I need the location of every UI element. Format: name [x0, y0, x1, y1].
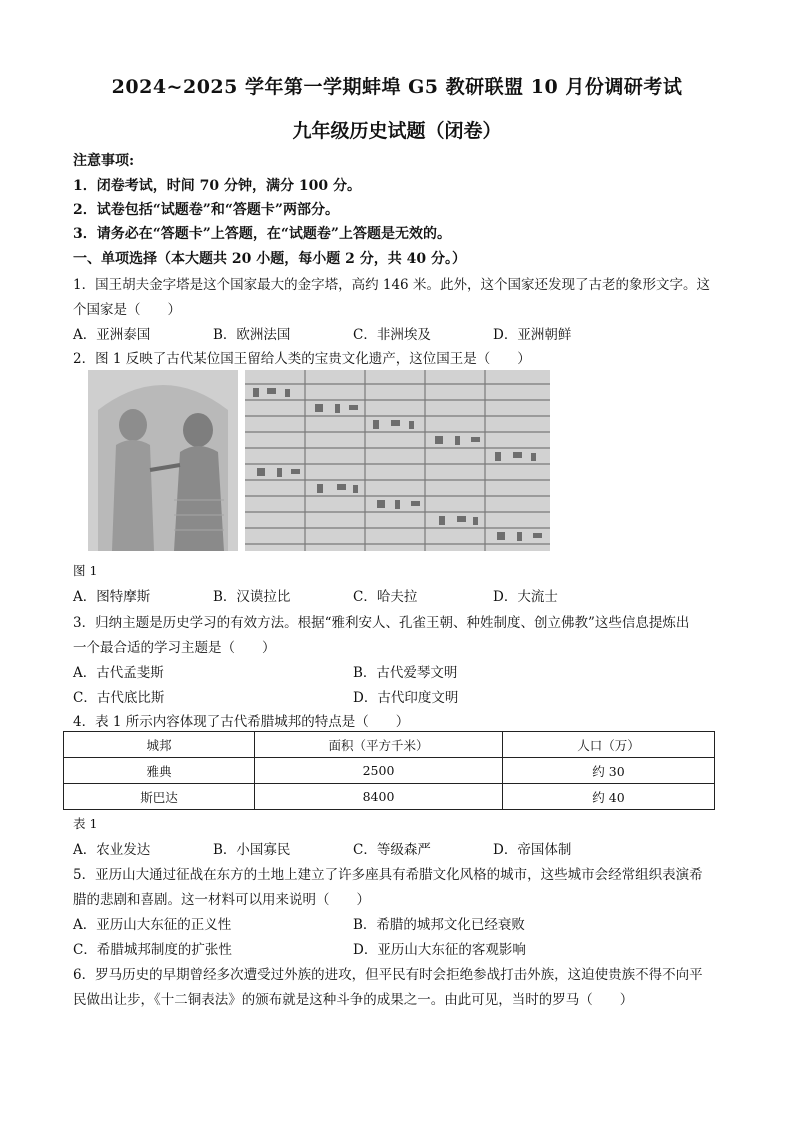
stele-relief-image [88, 370, 238, 551]
question-5-option-b: B．希腊的城邦文化已经衰败 [353, 917, 525, 933]
question-3-option-a: A．古代孟斐斯 [73, 665, 164, 681]
table-row [64, 758, 715, 784]
notice-item: 3．请务必在“答题卡”上答题，在“试题卷”上答题是无效的。 [73, 226, 451, 242]
table-header-row [64, 732, 715, 758]
table-cell: 2500 [255, 758, 503, 784]
table-header-cell: 人口（万） [503, 732, 715, 758]
question-6-line: 民做出让步，《十二铜表法》的颁布就是这种斗争的成果之一。由此可见，当时的罗马（ ） [73, 992, 634, 1008]
notice-item: 2．试卷包括“试题卷”和“答题卡”两部分。 [73, 202, 339, 218]
question-4-line: 4．表 1 所示内容体现了古代希腊城邦的特点是（ ） [73, 714, 410, 730]
question-3-option-d: D．古代印度文明 [353, 690, 459, 706]
section-heading: 一、单项选择（本大题共 20 小题，每小题 2 分，共 40 分。） [73, 251, 466, 267]
question-3-line: 3．归纳主题是历史学习的有效方法。根据“雅利安人、孔雀王朝、种姓制度、创立佛教”这些信息提炼出 [73, 615, 690, 631]
question-2-option-b: B．汉谟拉比 [213, 589, 291, 605]
question-2-option-a: A．图特摩斯 [73, 589, 151, 605]
question-1-option-a: A．亚洲泰国 [73, 327, 151, 343]
question-4-option-c: C．等级森严 [353, 842, 431, 858]
exam-subtitle: 九年级历史试题（闭卷） [292, 120, 502, 142]
question-4-option-a: A．农业发达 [73, 842, 151, 858]
exam-title: 2024~2025 学年第一学期蚌埠 G5 教研联盟 10 月份调研考试 [111, 76, 683, 98]
table-cell: 约 40 [503, 784, 715, 810]
question-6-line: 6．罗马历史的早期曾经多次遭受过外族的进攻，但平民有时会拒绝参战打击外族，这迫使贵族不得不向平 [73, 967, 703, 983]
stele-relief-picture [88, 370, 238, 551]
question-4-option-d: D．帝国体制 [493, 842, 572, 858]
question-2-option-c: C．哈夫拉 [353, 589, 418, 605]
table-cell: 约 30 [503, 758, 715, 784]
question-3-option-b: B．古代爱琴文明 [353, 665, 458, 681]
table-cell: 8400 [255, 784, 503, 810]
table-caption: 表 1 [73, 816, 98, 831]
question-1-line: 1．国王胡夫金字塔是这个国家最大的金字塔，高约 146 米。此外，这个国家还发现了古老的象形文字。这 [73, 277, 710, 293]
question-2-line: 2．图 1 反映了古代某位国王留给人类的宝贵文化遗产，这位国王是（ ） [73, 351, 531, 367]
question-1-line: 个国家是（ ） [73, 302, 181, 318]
table-cell: 雅典 [64, 758, 255, 784]
table-cell: 斯巴达 [64, 784, 255, 810]
question-5-line: 5．亚历山大通过征战在东方的土地上建立了许多座具有希腊文化风格的城市，这些城市会经常组织表演希 [73, 867, 703, 883]
question-5-line: 腊的悲剧和喜剧。这一材料可以用来说明（ ） [73, 892, 370, 908]
question-1-option-c: C．非洲埃及 [353, 327, 431, 343]
notice-item: 1．闭卷考试，时间 70 分钟，满分 100 分。 [73, 178, 361, 194]
table-header-cell: 城邦 [64, 732, 255, 758]
question-3-option-c: C．古代底比斯 [73, 690, 165, 706]
question-5-option-c: C．希腊城邦制度的扩张性 [73, 942, 232, 958]
figure-caption: 图 1 [73, 563, 98, 578]
cuneiform-picture [245, 370, 550, 551]
question-3-line: 一个最合适的学习主题是（ ） [73, 640, 276, 656]
question-1-option-d: D．亚洲朝鲜 [493, 327, 572, 343]
cuneiform-text-image [245, 370, 550, 551]
table-row [64, 784, 715, 810]
table-header-cell: 面积（平方千米） [255, 732, 503, 758]
question-2-option-d: D．大流士 [493, 589, 558, 605]
notice-heading: 注意事项: [73, 153, 135, 169]
question-5-option-a: A．亚历山大东征的正义性 [73, 917, 232, 933]
question-1-option-b: B．欧洲法国 [213, 327, 291, 343]
question-5-option-d: D．亚历山大东征的客观影响 [353, 942, 526, 958]
question-4-option-b: B．小国寡民 [213, 842, 291, 858]
city-state-table [63, 731, 715, 810]
